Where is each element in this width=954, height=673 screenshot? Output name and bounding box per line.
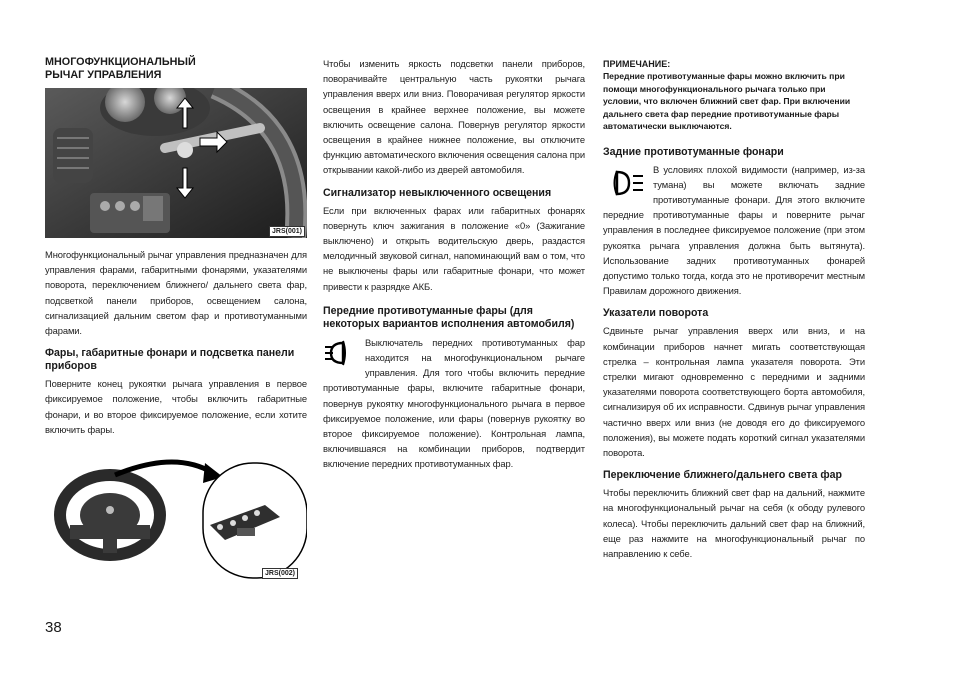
section-rear-fog-title: Задние противотуманные фонари: [603, 145, 784, 158]
section-front-fog-title: Передние противотуманные фары (для некоторых вариантов исполнения автомобиля): [323, 304, 575, 330]
section-high-low-beam-title: Переключение ближнего/дальнего света фар: [603, 469, 842, 482]
steering-wheel-figure: [45, 455, 307, 580]
col1-text: [45, 247, 307, 437]
dashboard-illustration: [45, 88, 307, 238]
steering-wheel-illustration: [45, 455, 307, 580]
front-fog-lamp-icon: [323, 337, 357, 374]
column-3: [603, 58, 865, 561]
section-lights-warning-title: Сигнализатор невыключенного освещения: [323, 186, 552, 199]
intro-paragraph: Многофункциональный рычаг управления предназначен для управления фарами, габаритными фонарями, указателями поворота, переключением ближнего/ дальнего света фар, подсветкой панели приборов, освещением салона, сигнализацией дальним светом фар и противотуманными фарами.: [45, 249, 307, 337]
section-rear-fog-body: [603, 162, 865, 299]
section-front-fog-body: [323, 335, 585, 472]
section-headlights-text: Поверните конец рукоятки рычага управления в первое фиксируемое положение, чтобы включить габаритные фонари, и во второе фиксируемое положение, если хотите включить фары.: [45, 378, 307, 435]
section-front-fog-text: Выключатель передних противотуманных фар находится на многофункциональном рычаге управления. Для того чтобы включить передние противотуманные фары, включите габаритные фонари, повернув рукоятку многофункционального рычага в первое фиксируемое положение, или фары (повернув рукоятку во второе фиксируемое положение). Контрольная лампа, включившаяся на комбинации приборов, подтвердит включение передних противотуманных фар.: [323, 336, 585, 470]
dashboard-photo: [45, 88, 307, 238]
brightness-paragraph: Чтобы изменить яркость подсветки панели приборов, поворачивайте центральную часть рукоятки рычага управления вверх или вниз. Поворачивая регулятор яркости освещения в крайнее верхнее положение, вы можете включить освещение салона. Повернув регулятор яркости освещения в крайнее нижнее положение, вы отключите функцию автоматического включения освещения салона при открывании какой-либо из дверей автомобиля.: [323, 58, 585, 176]
section-lights-warning-text: Если при включенных фарах или габаритных фонарях повернуть ключ зажигания в положение «0» (Зажигание выключено) и открыть водительскую дверь, раздастся мелодичный звуковой сигнал, напоминающий вам о том, что не выключены фары или габаритные фонари, что может привести к разрядке АКБ.: [323, 204, 585, 292]
page-title: [45, 56, 307, 81]
column-2: [323, 56, 585, 472]
section-headlights-title: Фары, габаритные фонари и подсветка панели приборов: [45, 347, 295, 373]
note-title: ПРИМЕЧАНИЕ:: [603, 59, 671, 69]
note-text: Передние противотуманные фары можно включить при помощи многофункционального рычага только при условии, что включен ближний свет фар. При включении дальнего света фар передние противотуманные фары автоматически выключаются.: [603, 71, 851, 131]
column-1: [45, 56, 307, 86]
figure-1-label: JRS(001): [269, 226, 305, 237]
rear-fog-lamp-icon: [603, 168, 645, 203]
section-turn-signals-text: Сдвиньте рычаг управления вверх или вниз, и на комбинации приборов начнет мигать соответствующая стрелка – контрольная лампа указателя поворота. Эти стрелки мигают одновременно с передними и задними указателями поворота соответствующего борта автомобиля, сигнализируя об их исправности. Сдвинув рычаг управления частично вверх или вниз (не доводя его до фиксируемого положения), вы можете подать короткий сигнал указателями поворота.: [603, 325, 865, 458]
figure-2-label: JRS(002): [262, 568, 298, 579]
page-number: 38: [45, 619, 62, 636]
section-turn-signals-title: Указатели поворота: [603, 307, 709, 320]
title-line-2: РЫЧАГ УПРАВЛЕНИЯ: [45, 68, 162, 81]
section-rear-fog-text: В условиях плохой видимости (например, из-за тумана) вы можете включать задние противотуманные фонари. Для этого включите передние противотуманные фары и поверните рычаг управления в последнее фиксируемое положение (при этом рукоятка рычага управления должна быть вытянута). Использование задних противотуманных фонарей допустимо только тогда, когда это не противоречит местным Правилам дорожного движения.: [603, 163, 865, 297]
section-high-low-beam-text: Чтобы переключить ближний свет фар на дальний, нажмите на многофункциональный рычаг на себя (к ободу рулевого колеса). Чтобы переключить дальний свет фар на ближний, еще раз нажмите на многофункциональный рычаг по направлению к себе.: [603, 487, 865, 559]
title-line-1: МНОГОФУНКЦИОНАЛЬНЫЙ: [45, 56, 196, 68]
